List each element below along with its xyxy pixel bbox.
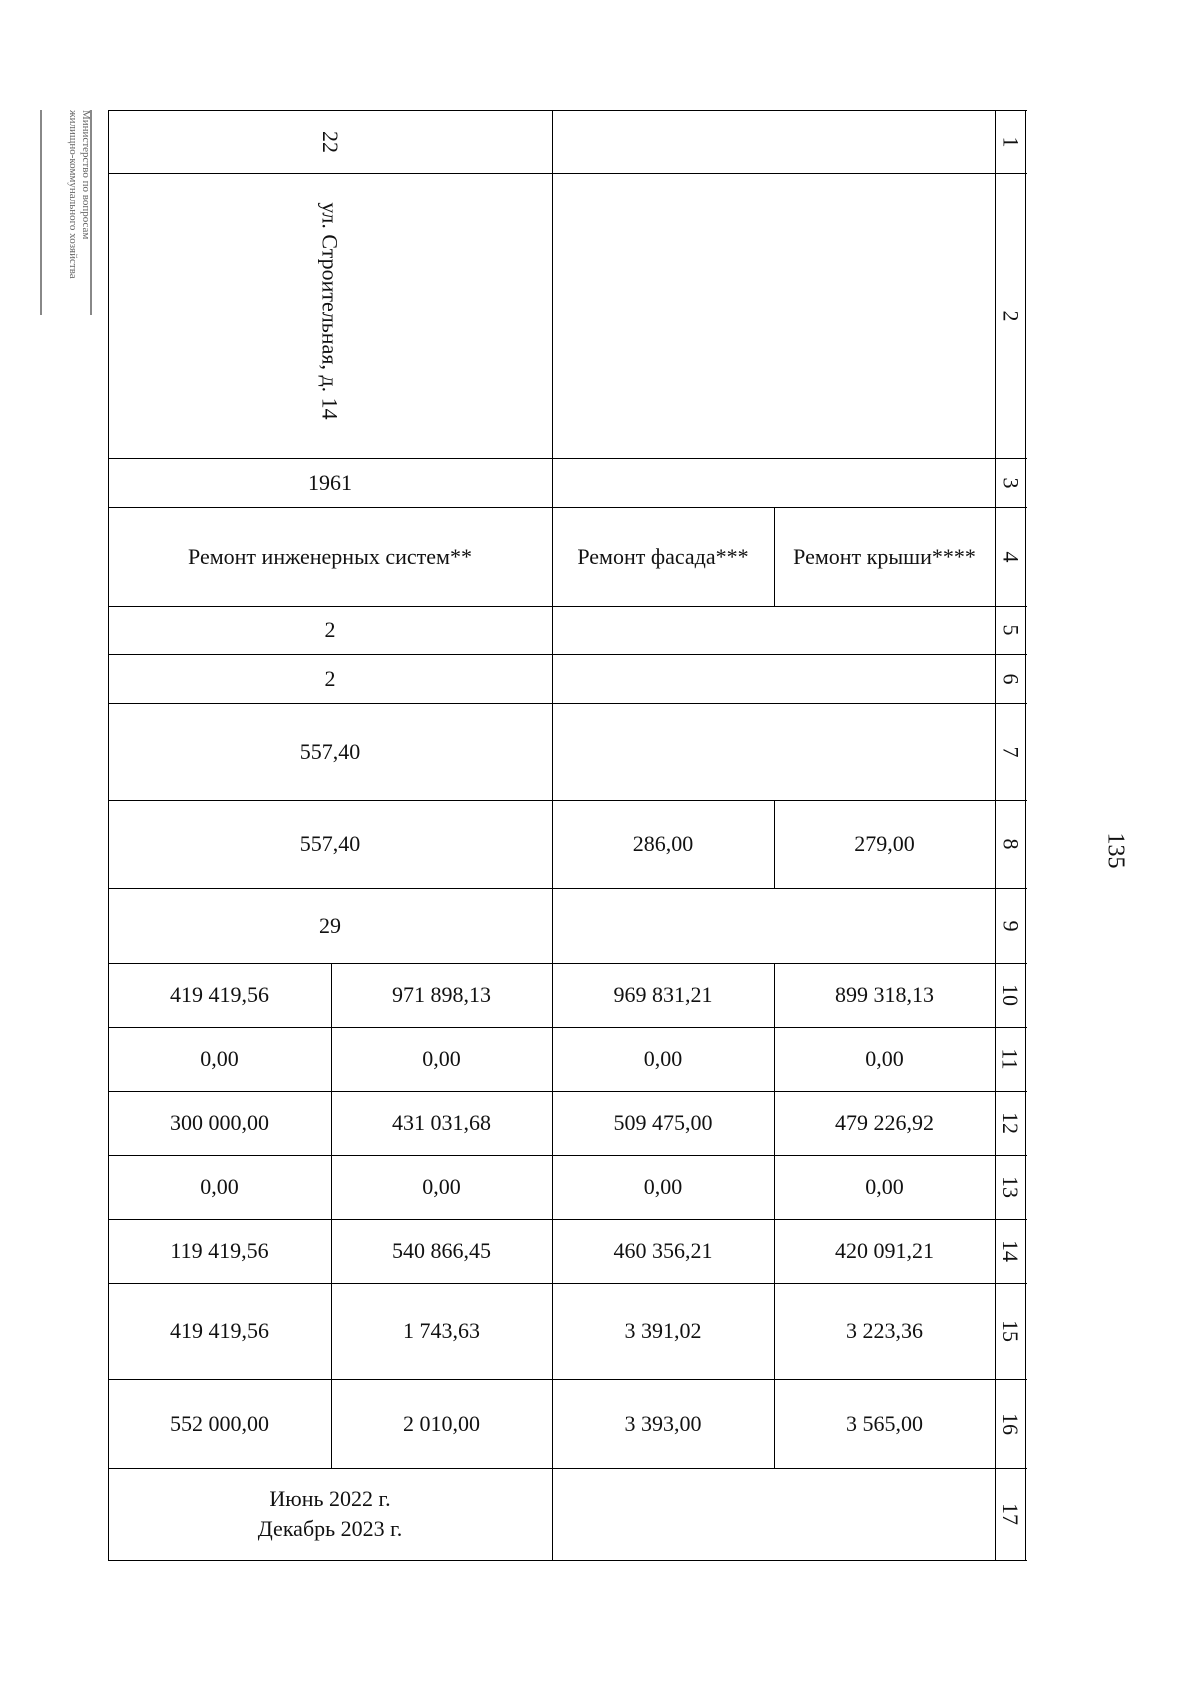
- amount-cell: 0,00: [200, 1174, 239, 1199]
- amount-cell: 0,00: [422, 1174, 461, 1199]
- row-number: 7: [998, 746, 1023, 757]
- date-start: Июнь 2022 г.: [269, 1486, 391, 1511]
- amount-cell: 3 565,00: [846, 1410, 923, 1436]
- row-number: 6: [998, 673, 1023, 684]
- cell-row9: 29: [319, 912, 341, 938]
- stamp-text: [66, 110, 92, 310]
- amount-cell: 0,00: [643, 1046, 683, 1071]
- amount-cell: 2 010,00: [403, 1410, 480, 1436]
- amount-cell: 1 743,63: [403, 1318, 480, 1343]
- row-number: 8: [998, 838, 1023, 850]
- amount-cell: 0,00: [200, 1046, 239, 1071]
- cell-row7: 557,40: [299, 738, 361, 764]
- row-number: 5: [998, 624, 1023, 636]
- amount-cell: 971 898,13: [392, 982, 491, 1007]
- row-number: 16: [998, 1412, 1023, 1435]
- row-number: 14: [998, 1240, 1023, 1262]
- date-end: Декабрь 2023 г.: [257, 1516, 403, 1541]
- row-number: 11: [998, 1048, 1023, 1070]
- amount-cell: 420 091,21: [835, 1238, 934, 1263]
- amount-cell: 3 223,36: [846, 1318, 923, 1343]
- cell-row8-mid: 286,00: [632, 831, 694, 856]
- amount-cell: 899 318,13: [835, 982, 934, 1007]
- cell-row8-right: 279,00: [854, 831, 915, 856]
- amount-cell: 479 226,92: [835, 1110, 934, 1135]
- cell-row5: 2: [324, 617, 336, 642]
- amount-cell: 540 866,45: [392, 1238, 491, 1263]
- amount-cell: 119 419,56: [170, 1238, 269, 1263]
- amount-cell: 552 000,00: [170, 1410, 269, 1436]
- row-number: 1: [998, 136, 1023, 147]
- cell-row8-left: 557,40: [299, 831, 361, 856]
- row-number: 4: [998, 551, 1023, 562]
- amount-cell: 0,00: [865, 1046, 904, 1071]
- row-number: 12: [998, 1112, 1023, 1134]
- amount-cell: 509 475,00: [613, 1110, 713, 1135]
- cell-work-type-systems: Ремонт инженерных систем**: [188, 543, 472, 569]
- row-number: 10: [998, 984, 1023, 1006]
- amount-cell: 419 419,56: [170, 982, 269, 1007]
- page-number: 135: [1102, 832, 1129, 868]
- amount-cell: 460 356,21: [613, 1238, 713, 1263]
- cell-work-type-facade: Ремонт фасада***: [577, 543, 749, 569]
- amount-cell: 0,00: [643, 1174, 683, 1199]
- row-number: 15: [998, 1320, 1023, 1342]
- amount-cell: 3 391,02: [624, 1318, 702, 1343]
- cell-work-type-roof: Ремонт крыши****: [793, 543, 976, 569]
- row-number: 2: [998, 310, 1023, 321]
- cell-row1-number: 22: [318, 130, 343, 153]
- cell-year: 1961: [308, 469, 352, 495]
- cell-row6: 2: [324, 665, 336, 691]
- amount-cell: 419 419,56: [170, 1318, 269, 1343]
- amount-cell: 431 031,68: [392, 1110, 491, 1135]
- row-number: 17: [998, 1503, 1023, 1525]
- cell-dates: [108, 1468, 552, 1560]
- amount-cell: 300 000,00: [170, 1110, 269, 1135]
- row-number: 9: [998, 920, 1023, 931]
- amount-cell: 3 393,00: [624, 1410, 702, 1436]
- amount-cell: 969 831,21: [613, 982, 713, 1007]
- row-number: 3: [998, 477, 1023, 488]
- approval-stamp: [40, 110, 92, 315]
- stamp-line-1: Министерство по вопросам: [80, 110, 92, 240]
- stamp-line-2: жилищно-коммунального хозяйства: [67, 110, 79, 279]
- amount-cell: 0,00: [865, 1174, 904, 1199]
- amount-cell: 0,00: [422, 1046, 461, 1071]
- row-number: 13: [998, 1176, 1023, 1198]
- cell-address: ул. Строительная, д. 14: [317, 201, 343, 420]
